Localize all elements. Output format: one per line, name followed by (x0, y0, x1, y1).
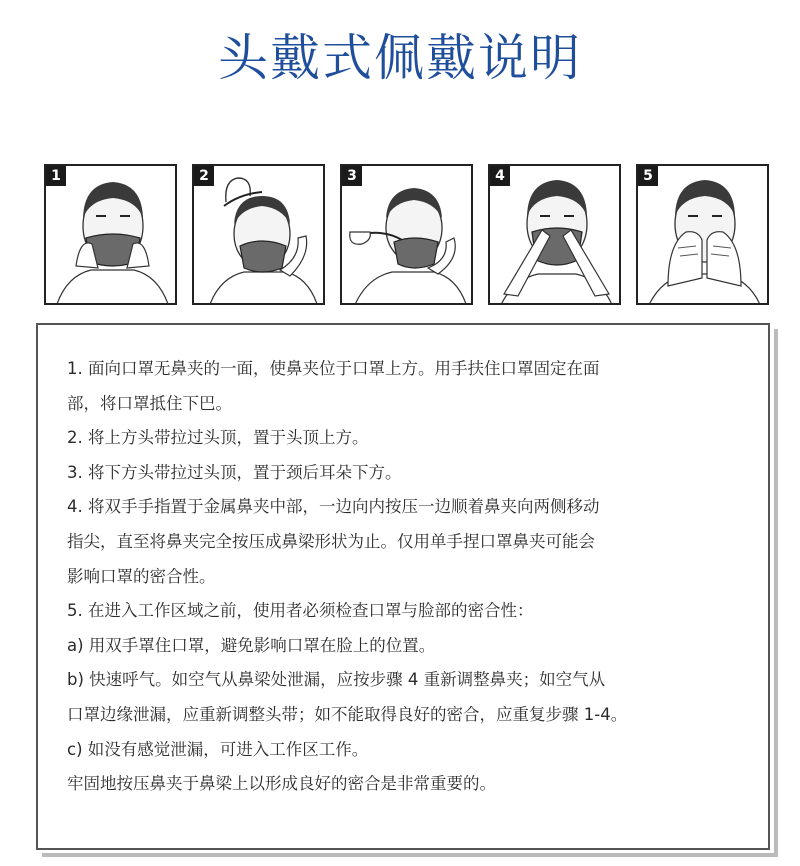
instruction-line: c) 如没有感觉泄漏，可进入工作区工作。 (67, 739, 369, 759)
instruction-line: 部，将口罩抵住下巴。 (67, 393, 232, 413)
step-3-panel (340, 164, 473, 305)
step-number: 2 (194, 166, 214, 186)
instruction-line: b) 快速呼气。如空气从鼻梁处泄漏，应按步骤 4 重新调整鼻夹；如空气从 (67, 670, 606, 690)
instruction-line: 指尖，直至将鼻夹完全按压成鼻梁形状为止。仅用单手捏口罩鼻夹可能会 (67, 531, 595, 551)
step-3-pull-bottom-strap-illustration (342, 166, 473, 305)
instruction-line: 口罩边缘泄漏，应重新调整头带；如不能取得良好的密合，应重复步骤 1-4。 (67, 704, 628, 724)
instruction-line: 4. 将双手手指置于金属鼻夹中部，一边向内按压一边顺着鼻夹向两侧移动 (67, 497, 600, 517)
step-5-cover-mask-check-seal-illustration (638, 166, 769, 305)
instruction-line: a) 用双手罩住口罩，避免影响口罩在脸上的位置。 (67, 635, 436, 655)
instruction-line: 1. 面向口罩无鼻夹的一面，使鼻夹位于口罩上方。用手扶住口罩固定在面 (67, 359, 600, 378)
instruction-line: 5. 在进入工作区域之前，使用者必须检查口罩与脸部的密合性： (67, 601, 534, 621)
instruction-line: 牢固地按压鼻夹于鼻梁上以形成良好的密合是非常重要的。 (67, 774, 496, 794)
instructions-text (67, 352, 757, 802)
step-1-panel (44, 164, 177, 305)
instruction-line: 2. 将上方头带拉过头顶，置于头顶上方。 (67, 428, 369, 448)
step-number: 4 (490, 166, 510, 186)
step-4-panel (488, 164, 621, 305)
step-5-panel (636, 164, 769, 305)
step-number: 1 (46, 166, 66, 186)
step-number: 3 (342, 166, 362, 186)
step-number: 5 (638, 166, 658, 186)
step-4-press-nose-clip-illustration (490, 166, 621, 305)
step-1-face-mask-on-chin-illustration (46, 166, 177, 305)
step-2-pull-top-strap-illustration (194, 166, 325, 305)
instruction-line: 影响口罩的密合性。 (67, 566, 216, 586)
page-title: 头戴式佩戴说明 (218, 29, 582, 87)
instruction-line: 3. 将下方头带拉过头顶，置于颈后耳朵下方。 (67, 462, 402, 482)
step-illustrations (0, 164, 800, 309)
step-2-panel (192, 164, 325, 305)
